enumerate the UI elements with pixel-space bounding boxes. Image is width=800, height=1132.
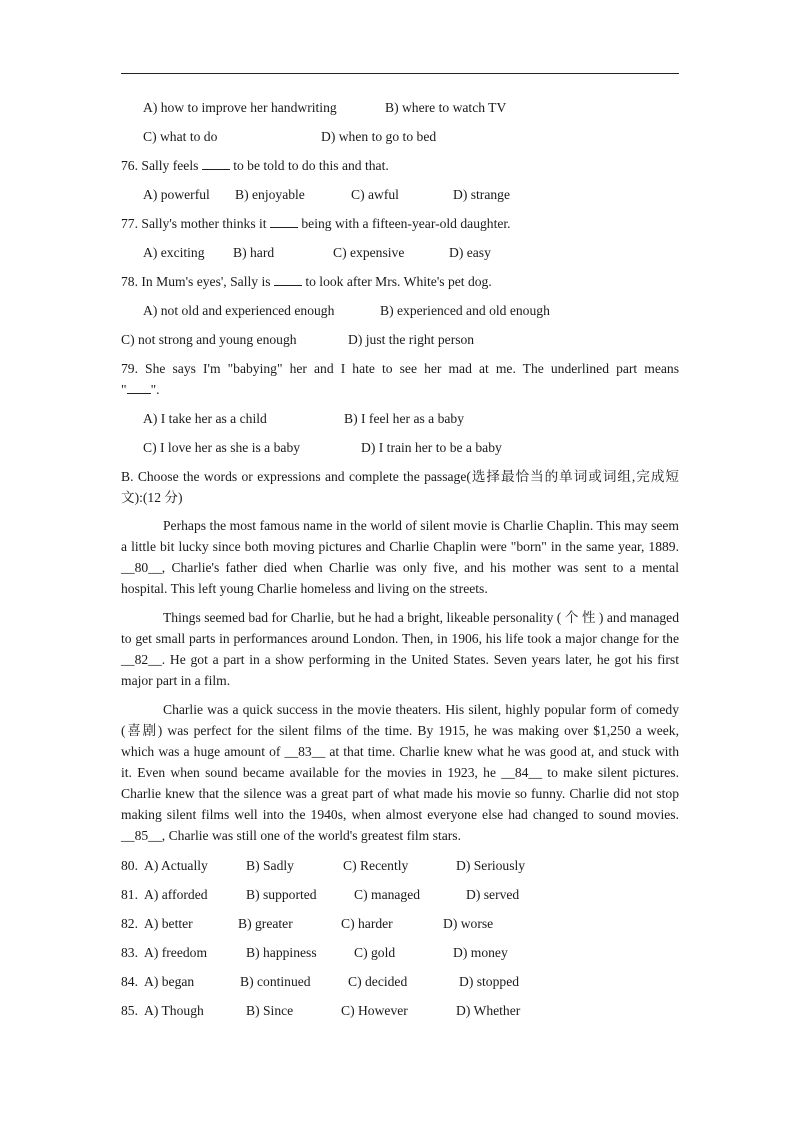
q77-option-d: D) easy [449,245,491,260]
option-c: C) harder [341,916,393,931]
q79-option-a: A) I take her as a child [143,411,267,426]
section-b-heading: B. Choose the words or expressions and complete the passage(选择最恰当的单词或词组,完成短 [121,469,679,484]
option-c: C) gold [354,945,396,960]
option-a: A) Actually [144,858,208,873]
option-c: C) decided [348,974,408,989]
q76-option-b: B) enjoyable [235,187,305,202]
option-b: B) happiness [246,945,317,960]
q75-option-c: C) what to do [143,129,218,144]
option-d: D) stopped [459,974,520,989]
option-c: C) Recently [343,858,409,873]
option-b: B) continued [240,974,311,989]
q76-option-d: D) strange [453,187,510,202]
answer-number: 84. [121,974,138,989]
passage-paragraph-1: Perhaps the most famous name in the world of silent movie is Charlie Chaplin. This may seem a little bit lucky since both moving pictures and Charlie Chaplin were "born" in the same year, 1889. __80__, Charlie's father died when Charlie was only five, and his mother was sent to a mental hospital. This left young Charlie homeless and living on the streets. [121,518,679,596]
option-a: A) began [144,974,195,989]
answer-number: 82. [121,916,138,931]
q77-option-c: C) expensive [333,245,405,260]
q75-option-a: A) how to improve her handwriting [143,100,337,115]
q75-option-d: D) when to go to bed [321,129,437,144]
option-d: D) worse [443,916,494,931]
q76-option-a: A) powerful [143,187,210,202]
q79-option-d: D) I train her to be a baby [361,440,502,455]
option-d: D) Whether [456,1003,521,1018]
option-d: D) money [453,945,508,960]
section-b-heading-cont: 文):(12 分) [121,490,183,505]
q78-option-a: A) not old and experienced enough [143,303,335,318]
option-d: D) served [466,887,520,902]
option-a: A) afforded [144,887,208,902]
q76-option-c: C) awful [351,187,399,202]
option-a: A) freedom [144,945,208,960]
q79-option-c: C) I love her as she is a baby [143,440,301,455]
question-79: 79. She says I'm "babying" her and I hate to see her mad at me. The underlined part means [121,361,679,376]
option-c: C) managed [354,887,421,902]
option-b: B) greater [238,916,293,931]
q78-option-b: B) experienced and old enough [380,303,550,318]
option-d: D) Seriously [456,858,526,873]
q79-option-b: B) I feel her as a baby [344,411,465,426]
question-77: 77. Sally's mother thinks it being with a fifteen-year-old daughter. [121,216,511,231]
option-c: C) However [341,1003,408,1018]
question-78: 78. In Mum's eyes', Sally is to look after Mrs. White's pet dog. [121,274,492,289]
option-a: A) better [144,916,193,931]
question-79-blank: " ". [121,382,160,397]
q78-option-d: D) just the right person [348,332,475,347]
q78-option-c: C) not strong and young enough [121,332,297,347]
q77-option-a: A) exciting [143,245,205,260]
header-rule [121,73,679,74]
option-b: B) supported [246,887,317,902]
question-76: 76. Sally feels to be told to do this and that. [121,158,389,173]
passage-paragraph-2: Things seemed bad for Charlie, but he had a bright, likeable personality ( 个 性 ) and managed to get small parts in performances around London. Then, in 1906, his life took a major change for the __82__. He got a part in a show performing in the United States. Seven years later, he got his first major part in a film. [121,610,679,688]
option-b: B) Sadly [246,858,294,873]
q77-option-b: B) hard [233,245,275,260]
q75-option-b: B) where to watch TV [385,100,507,115]
answer-number: 83. [121,945,138,960]
answer-number: 85. [121,1003,138,1018]
option-b: B) Since [246,1003,294,1018]
answer-number: 81. [121,887,138,902]
option-a: A) Though [144,1003,204,1018]
passage-paragraph-3: Charlie was a quick success in the movie theaters. His silent, highly popular form of comedy (喜剧) was perfect for the silent films of the time. By 1915, he was making over $1,250 a week, which was a huge amount of __83__ at that time. Charlie knew what he was good at, and stuck with it. Even when sound became available for the movies in 1923, he __84__ to make silent pictures. Charlie knew that the silence was a great part of what made his movie so funny. Charlie did not stop making silent films well into the 1940s, when almost everyone else had changed to sound movies. __85__, Charlie was still one of the world's greatest film stars. [121,702,679,843]
answer-number: 80. [121,858,138,873]
